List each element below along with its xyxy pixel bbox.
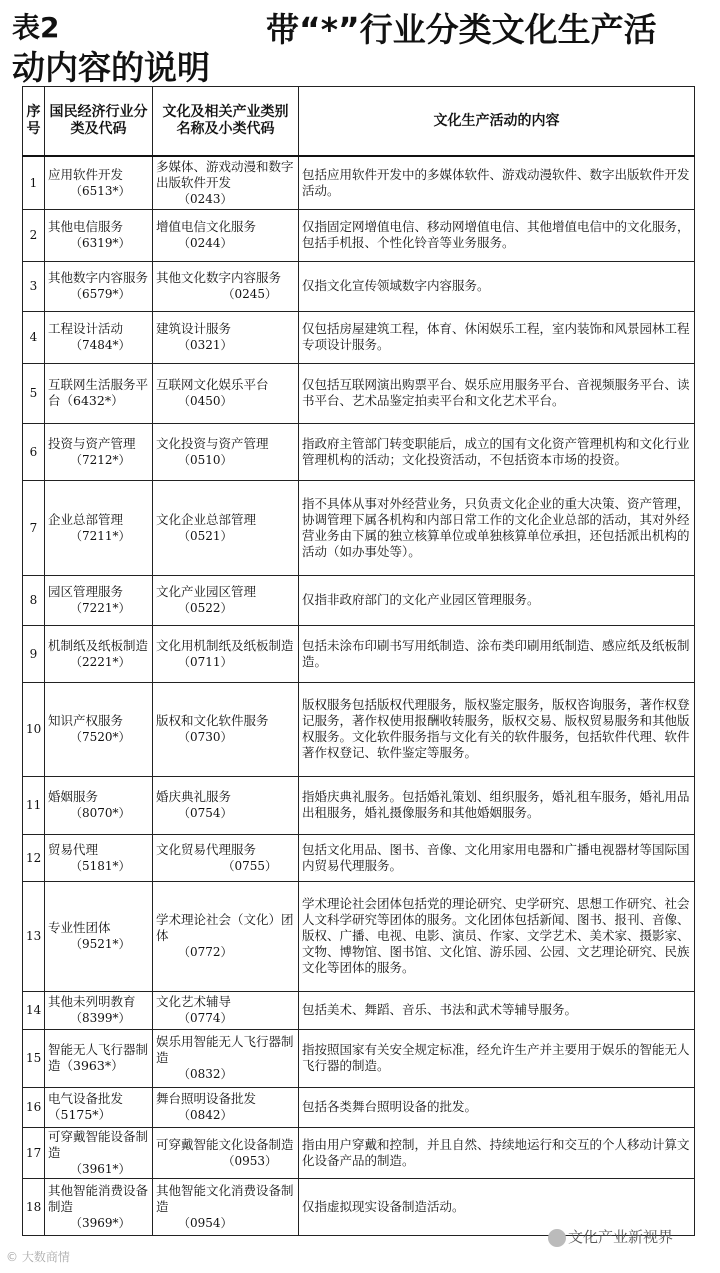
description-cell: 仅指非政府部门的文化产业园区管理服务。 xyxy=(299,575,695,625)
description-cell: 包括应用软件开发中的多媒体软件、游戏动漫软件、数字出版软件开发活动。 xyxy=(299,156,695,209)
title-line-2: 动内容的说明 xyxy=(12,48,210,87)
industry-code: （3963*） xyxy=(60,1058,124,1073)
culture-code: （0711） xyxy=(178,654,233,669)
culture-cell xyxy=(153,209,299,261)
row-number: 15 xyxy=(23,1029,45,1087)
culture-cell xyxy=(153,625,299,682)
industry-cell xyxy=(45,423,153,480)
header-industry: 国民经济行业分类及代码 xyxy=(45,87,153,157)
culture-cell xyxy=(153,480,299,575)
industry-name: 其他数字内容服务 xyxy=(48,270,149,285)
row-number: 6 xyxy=(23,423,45,480)
industry-name: 知识产权服务 xyxy=(48,713,124,728)
industry-name: 智能无人飞行器制造 xyxy=(48,1042,149,1073)
culture-code: （0521） xyxy=(178,528,233,543)
industry-code: （6579*） xyxy=(70,287,131,301)
culture-cell xyxy=(153,1127,299,1178)
row-number: 10 xyxy=(23,682,45,776)
culture-cell xyxy=(153,682,299,776)
industry-code: （9521*） xyxy=(70,937,131,951)
table-row xyxy=(23,209,695,261)
culture-name: 文化投资与资产管理 xyxy=(156,435,269,451)
description-cell: 学术理论社会团体包括党的理论研究、史学研究、思想工作研究、社会人文科学研究等团体的服务。文化团体包括新闻、图书、报刊、音像、版权、广播、电视、电影、演员、作家、文学艺术、美术家、摄影家、文物、博物馆、图书馆、文化馆、游乐园、公园、文艺理论研究、民族文化等团体的服务。 xyxy=(299,881,695,991)
description-cell: 仅指文化宣传领域数字内容服务。 xyxy=(299,261,695,311)
culture-code: （0953） xyxy=(222,1153,277,1168)
industry-code: （8070*） xyxy=(70,806,131,820)
row-number: 18 xyxy=(23,1178,45,1235)
industry-name: 专业性团体 xyxy=(48,920,111,935)
industry-cell xyxy=(45,625,153,682)
table-row xyxy=(23,1029,695,1087)
culture-cell xyxy=(153,991,299,1029)
row-number: 1 xyxy=(23,156,45,209)
culture-code: （0321） xyxy=(178,338,233,352)
row-number: 14 xyxy=(23,991,45,1029)
culture-name: 可穿戴智能文化设备制造 xyxy=(156,1136,294,1152)
description-cell: 指婚庆典礼服务。包括婚礼策划、组织服务，婚礼租车服务，婚礼用品出租服务，婚礼摄像服务和其他婚姻服务。 xyxy=(299,776,695,834)
table-row xyxy=(23,881,695,991)
culture-name: 文化贸易代理服务 xyxy=(156,841,257,857)
table-row xyxy=(23,776,695,834)
industry-cell xyxy=(45,1029,153,1087)
culture-name: 文化产业园区管理 xyxy=(156,584,257,599)
row-number: 7 xyxy=(23,480,45,575)
industry-name: 机制纸及纸板制造 xyxy=(48,637,149,653)
watermark-left: © 大数商情 xyxy=(6,1250,70,1264)
industry-code: （3969*） xyxy=(70,1215,131,1230)
industry-cell xyxy=(45,776,153,834)
culture-name: 版权和文化软件服务 xyxy=(156,713,269,728)
industry-cell xyxy=(45,1127,153,1178)
industry-code: （3961*） xyxy=(70,1161,131,1176)
description-cell: 包括美术、舞蹈、音乐、书法和武术等辅导服务。 xyxy=(299,991,695,1029)
industry-name: 其他未列明教育 xyxy=(48,994,136,1009)
culture-cell xyxy=(153,363,299,423)
row-number: 13 xyxy=(23,881,45,991)
description-cell: 包括各类舞台照明设备的批发。 xyxy=(299,1087,695,1127)
industry-cell xyxy=(45,261,153,311)
row-number: 5 xyxy=(23,363,45,423)
description-cell: 指不具体从事对外经营业务，只负责文化企业的重大决策、资产管理，协调管理下属各机构和内部日常工作的文化企业总部的活动，其对外经营业务由下属的独立核算单位或单独核算单位承担，还包括派出机构的活动（如办事处等）。 xyxy=(299,480,695,575)
watermark-right-text: 文化产业新视界 xyxy=(568,1228,674,1246)
row-number: 11 xyxy=(23,776,45,834)
row-number: 4 xyxy=(23,311,45,363)
culture-cell xyxy=(153,1029,299,1087)
culture-code: （0243） xyxy=(178,191,233,206)
table-row xyxy=(23,991,695,1029)
description-cell: 包括未涂布印刷书写用纸制造、涂布类印刷用纸制造、感应纸及纸板制造。 xyxy=(299,625,695,682)
table-row xyxy=(23,1087,695,1127)
classification-table xyxy=(22,86,695,1236)
row-number: 8 xyxy=(23,575,45,625)
industry-code: （5181*） xyxy=(70,858,131,873)
culture-code: （0510） xyxy=(178,452,233,467)
culture-code: （0245） xyxy=(222,287,277,301)
industry-name: 园区管理服务 xyxy=(48,584,124,599)
table-number: 表2 xyxy=(12,11,60,44)
culture-name: 增值电信文化服务 xyxy=(156,219,257,234)
industry-name: 其他电信服务 xyxy=(48,219,124,234)
header-num: 序号 xyxy=(23,87,45,157)
culture-code: （0774） xyxy=(178,1011,233,1025)
description-cell: 仅指虚拟现实设备制造活动。 xyxy=(299,1178,695,1235)
row-number: 17 xyxy=(23,1127,45,1178)
culture-name: 学术理论社会（文化）团体 xyxy=(156,912,294,943)
row-number: 12 xyxy=(23,834,45,881)
industry-code: （5175*） xyxy=(48,1107,112,1122)
culture-name: 文化用机制纸及纸板制造 xyxy=(156,637,294,653)
description-cell: 指由用户穿戴和控制，并且自然、持续地运行和交互的个人移动计算文化设备产品的制造。 xyxy=(299,1127,695,1178)
culture-code: （0842） xyxy=(178,1108,233,1122)
industry-name: 其他智能消费设备制造 xyxy=(48,1182,149,1214)
industry-cell xyxy=(45,311,153,363)
table-row xyxy=(23,834,695,881)
industry-cell xyxy=(45,1087,153,1127)
industry-name: 工程设计活动 xyxy=(48,321,124,336)
table-row xyxy=(23,423,695,480)
culture-name: 互联网文化娱乐平台 xyxy=(156,377,269,392)
industry-code: （8399*） xyxy=(70,1011,131,1025)
row-number: 2 xyxy=(23,209,45,261)
row-number: 9 xyxy=(23,625,45,682)
description-cell: 指按照国家有关安全规定标准，经允许生产并主要用于娱乐的智能无人飞行器的制造。 xyxy=(299,1029,695,1087)
description-cell: 指政府主管部门转变职能后，成立的国有文化资产管理机构和文化行业管理机构的活动；文化投资活动，不包括资本市场的投资。 xyxy=(299,423,695,480)
industry-cell xyxy=(45,363,153,423)
culture-cell xyxy=(153,1178,299,1235)
industry-cell xyxy=(45,991,153,1029)
watermark-right xyxy=(548,1226,673,1247)
row-number: 3 xyxy=(23,261,45,311)
culture-cell xyxy=(153,834,299,881)
industry-name: 应用软件开发 xyxy=(48,166,124,182)
header-culture: 文化及相关产业类别名称及小类代码 xyxy=(153,87,299,157)
table-title xyxy=(8,0,712,87)
culture-code: （0450） xyxy=(178,394,233,408)
culture-name: 建筑设计服务 xyxy=(156,321,232,336)
industry-name: 婚姻服务 xyxy=(48,789,99,804)
table-row xyxy=(23,682,695,776)
industry-name: 电气设备批发 xyxy=(48,1091,124,1106)
industry-cell xyxy=(45,575,153,625)
industry-code: （7212*） xyxy=(70,452,131,467)
culture-name: 其他文化数字内容服务 xyxy=(156,270,282,285)
industry-name: 贸易代理 xyxy=(48,841,99,857)
industry-code: （7520*） xyxy=(70,730,131,744)
title-line-1: 带“*”行业分类文化生产活 xyxy=(266,10,657,49)
industry-name: 投资与资产管理 xyxy=(48,435,136,451)
culture-code: （0772） xyxy=(178,945,233,959)
industry-code: （6513*） xyxy=(70,183,131,198)
industry-cell xyxy=(45,480,153,575)
culture-code: （0730） xyxy=(178,730,233,744)
culture-name: 其他智能文化消费设备制造 xyxy=(156,1182,294,1214)
culture-name: 舞台照明设备批发 xyxy=(156,1091,257,1106)
culture-code: （0754） xyxy=(178,806,233,820)
row-number: 16 xyxy=(23,1087,45,1127)
industry-cell xyxy=(45,834,153,881)
table-row xyxy=(23,311,695,363)
culture-cell xyxy=(153,311,299,363)
description-cell: 仅包括房屋建筑工程，体育、休闲娱乐工程，室内装饰和风景园林工程专项设计服务。 xyxy=(299,311,695,363)
industry-cell xyxy=(45,209,153,261)
culture-name: 婚庆典礼服务 xyxy=(156,789,232,804)
description-cell: 仅指固定网增值电信、移动网增值电信、其他增值电信中的文化服务，包括手机报、个性化铃音等业务服务。 xyxy=(299,209,695,261)
culture-cell xyxy=(153,776,299,834)
culture-cell xyxy=(153,1087,299,1127)
culture-name: 文化企业总部管理 xyxy=(156,511,257,527)
header-desc: 文化生产活动的内容 xyxy=(299,87,695,157)
table-row xyxy=(23,575,695,625)
industry-code: （6432*） xyxy=(60,393,124,408)
table-row xyxy=(23,1127,695,1178)
industry-code: （7211*） xyxy=(70,528,131,543)
industry-cell xyxy=(45,881,153,991)
table-row xyxy=(23,480,695,575)
table-row xyxy=(23,261,695,311)
table-row xyxy=(23,363,695,423)
culture-code: （0832） xyxy=(178,1067,233,1081)
culture-name: 多媒体、游戏动漫和数字出版软件开发 xyxy=(156,158,294,190)
industry-name: 可穿戴智能设备制造 xyxy=(48,1128,149,1160)
industry-code: （6319*） xyxy=(70,236,131,250)
table-row xyxy=(23,625,695,682)
header-row xyxy=(23,87,695,157)
industry-code: （7221*） xyxy=(70,601,131,615)
industry-name: 互联网生活服务平台 xyxy=(48,377,149,408)
description-cell: 包括文化用品、图书、音像、文化用家用电器和广播电视器材等国际国内贸易代理服务。 xyxy=(299,834,695,881)
culture-code: （0244） xyxy=(178,236,233,250)
culture-cell xyxy=(153,881,299,991)
industry-cell xyxy=(45,156,153,209)
culture-cell xyxy=(153,423,299,480)
culture-cell xyxy=(153,575,299,625)
culture-cell xyxy=(153,261,299,311)
table-row xyxy=(23,156,695,209)
culture-code: （0954） xyxy=(178,1215,233,1230)
industry-name: 企业总部管理 xyxy=(48,511,124,527)
industry-cell xyxy=(45,682,153,776)
culture-name: 娱乐用智能无人飞行器制造 xyxy=(156,1034,294,1065)
wechat-icon xyxy=(548,1229,566,1247)
culture-name: 文化艺术辅导 xyxy=(156,994,232,1009)
culture-code: （0522） xyxy=(178,601,233,615)
industry-cell xyxy=(45,1178,153,1235)
description-cell: 仅包括互联网演出购票平台、娱乐应用服务平台、音视频服务平台、读书平台、艺术品鉴定拍卖平台和文化艺术平台。 xyxy=(299,363,695,423)
description-cell: 版权服务包括版权代理服务，版权鉴定服务，版权咨询服务，著作权登记服务，著作权使用报酬收转服务，版权交易、版权贸易服务和其他版权服务。文化软件服务指与文化有关的软件服务，包括软件代理、软件著作权登记、软件鉴定等服务。 xyxy=(299,682,695,776)
industry-code: （7484*） xyxy=(70,338,131,352)
culture-code: （0755） xyxy=(222,858,277,873)
culture-cell xyxy=(153,156,299,209)
industry-code: （2221*） xyxy=(70,654,131,669)
